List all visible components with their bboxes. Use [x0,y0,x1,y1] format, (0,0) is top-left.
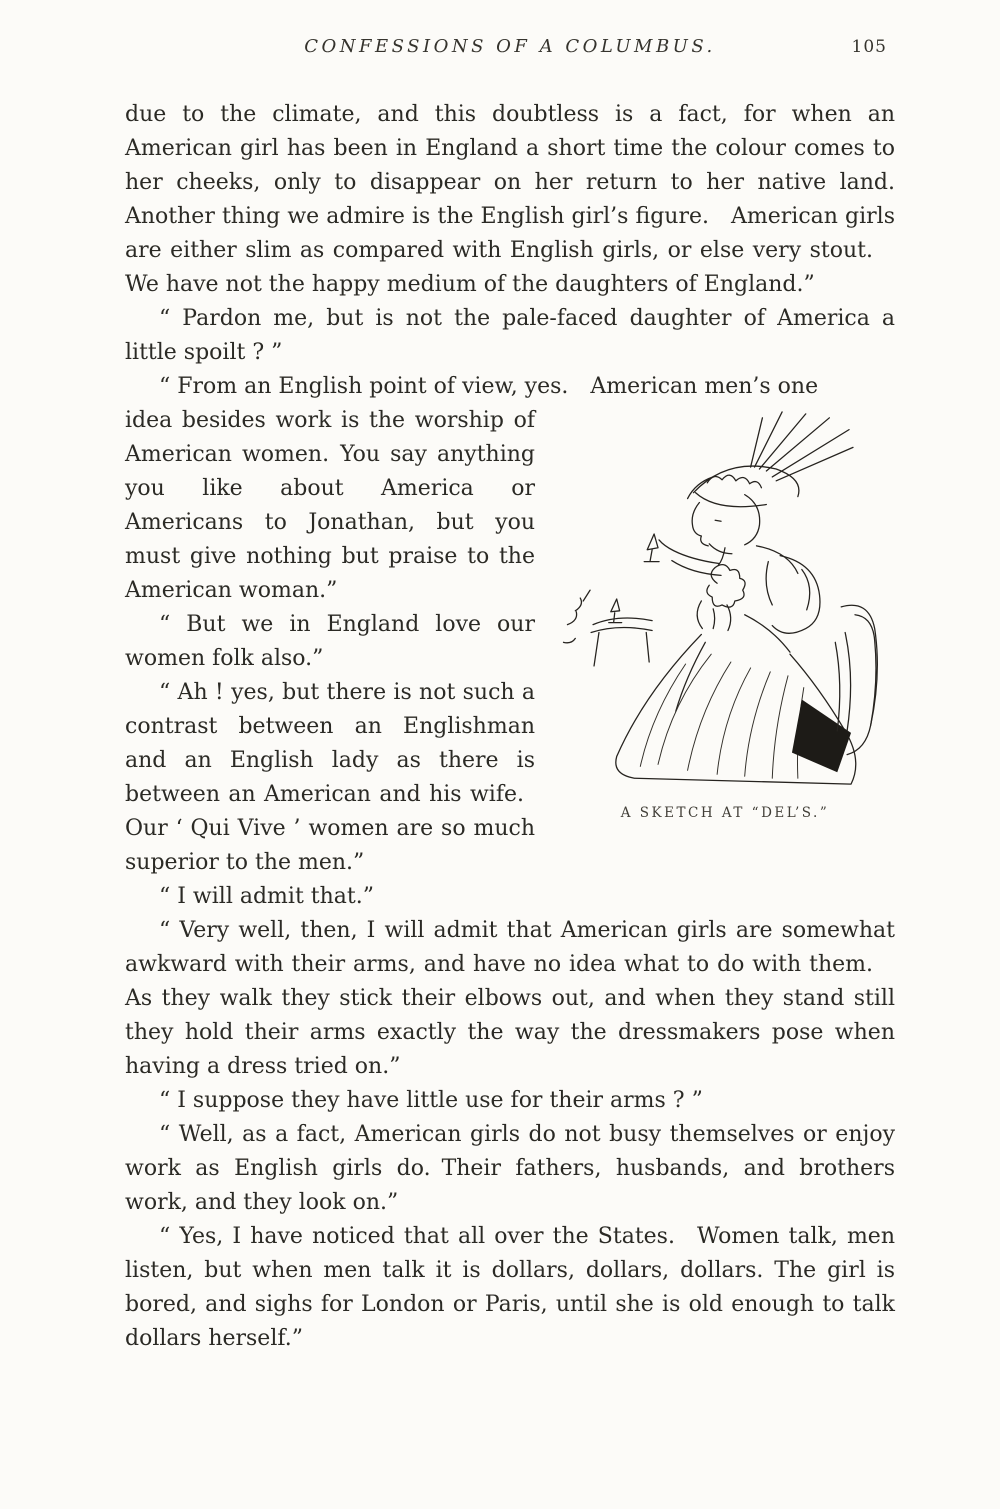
paragraph-dialogue: “ Well, as a fact, American girls do not busy themselves or enjoy work as English girls do. Their fathers, husbands, and brothers work, and they look on.” [125,1122,895,1215]
skirt-dark-fold [792,699,851,772]
page-header [125,36,895,64]
paragraph-dialogue: “ I suppose they have little use for their arms ? ” [159,1088,703,1113]
running-title: CONFESSIONS OF A COLUMBUS. [304,36,716,57]
paragraph-dialogue-lead: “ From an English point of view, yes. American men’s one [159,374,819,399]
sketch-squiggles-icon [564,590,591,643]
paragraph-dialogue: “ Very well, then, I will admit that American girls are somewhat awkward with their arms, and have no idea what to do with them. As they walk they stick their elbows out, and when they stand still they hold their arms exactly the way the dressmakers pose when having a dress tried on.” [125,918,895,1079]
paragraph-dialogue: “ Pardon me, but is not the pale-faced daughter of America a little spoilt ? ” [125,306,895,365]
skirt-hatching-icon [640,654,803,778]
paragraph-dialogue: “ Ah ! yes, but there is not such a contrast between an Englishman and an English lady as there is between an American and his wife. Our ‘ Qui Vive ’ women are so much superior to the men.” [125,680,535,875]
figure-sketch [555,406,895,830]
page-number: 105 [851,37,887,57]
hat-icon [688,466,799,507]
paragraph-dialogue-wrap: idea besides work is the worship of American women. You say anything you like about America or Americans to Jonathan, but you must give nothing but praise to the American woman.” [125,408,535,603]
corsage-icon [697,565,745,631]
figure-caption: A SKETCH AT “DEL’S.” [620,805,830,821]
body-text [125,98,895,1356]
paragraph-continuation: due to the climate, and this doubtless is a fact, for when an American girl has been in England a short time the colour comes to her cheeks, only to disappear on her return to her native land. Another thing we admire is the English girl’s figure. American girls are either slim as compared with English girls, or else very stout. We have not the happy medium of the daughters of England.” [125,102,895,297]
hat-feathers-icon [751,412,853,481]
arm-and-glass-icon [644,534,721,575]
woman-sketch-illustration [555,406,895,792]
bodice-sleeve-icon [757,546,820,633]
paragraph-dialogue: “ But we in England love our women folk also.” [125,612,535,671]
paragraph-dialogue: “ I will admit that.” [159,884,374,909]
table-and-glass-icon [591,599,652,666]
paragraph-dialogue: “ Yes, I have noticed that all over the States. Women talk, men listen, but when men talk it is dollars, dollars, dollars. The girl is bored, and sighs for London or Paris, until she is old enough to talk dollars herself.” [125,1224,895,1351]
